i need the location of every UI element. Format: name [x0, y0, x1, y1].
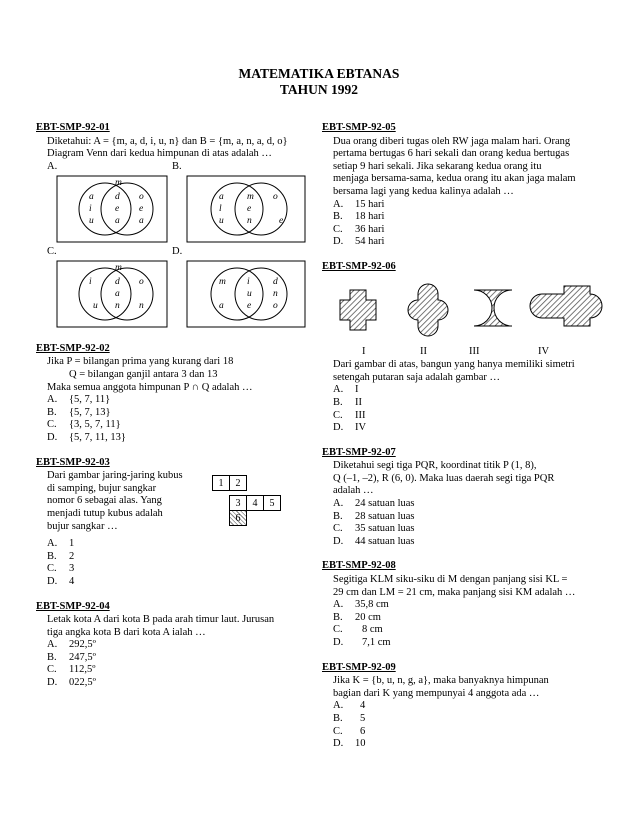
- question-01: [36, 122, 301, 331]
- venn-element: e: [279, 215, 284, 226]
- venn-element: m: [247, 191, 254, 202]
- venn-diagrams-ab: [47, 174, 307, 246]
- answer-option: D. IV: [333, 422, 367, 434]
- question-code: EBT-SMP-92-04: [36, 600, 110, 612]
- question-text: Dari gambar jaring-jaring kubus: [47, 470, 183, 482]
- venn-element: n: [247, 215, 252, 226]
- question-code: EBT-SMP-92-02: [36, 342, 110, 354]
- answer-option: B. 5: [333, 712, 366, 724]
- question-code: EBT-SMP-92-01: [36, 122, 110, 133]
- net-square: 3: [229, 495, 247, 511]
- question-text: menjadi tutup kubus adalah: [47, 507, 163, 519]
- answer-option: A. {5, 7, 11}: [47, 394, 111, 406]
- answer-option: B. 20 cm: [333, 611, 381, 623]
- venn-element: i: [247, 276, 250, 287]
- option-label-a: A.: [47, 160, 58, 172]
- venn-element: e: [247, 203, 252, 214]
- answer-option: D. 7,1 cm: [333, 637, 391, 648]
- answer-option: D. 10: [333, 738, 366, 750]
- question-text: Maka semua anggota himpunan P ∩ Q adalah …: [47, 381, 253, 393]
- answer-option: A. I: [333, 384, 359, 396]
- question-text: Jika K = {b, u, n, g, a}, maka banyaknya himpunan: [333, 675, 549, 687]
- venn-element: a: [115, 215, 120, 226]
- option-label-c: C.: [47, 245, 57, 257]
- shape-iii: [474, 290, 512, 326]
- venn-element: n: [115, 300, 120, 311]
- venn-element: o: [273, 300, 278, 311]
- answer-option: A. 292,5º: [47, 639, 96, 651]
- net-square: 4: [246, 495, 264, 511]
- venn-diagram-c: [57, 261, 167, 327]
- question-04: [36, 601, 301, 690]
- answer-option: B. 18 hari: [333, 211, 385, 223]
- shape-label: I: [362, 346, 366, 358]
- question-09: [322, 662, 612, 751]
- question-text: Letak kota A dari kota B pada arah timur laut. Jurusan: [47, 614, 275, 626]
- venn-element: e: [139, 203, 144, 214]
- answer-option: B. 28 satuan luas: [333, 510, 415, 522]
- question-code: EBT-SMP-92-06: [322, 260, 396, 272]
- answer-option: A. 35,8 cm: [333, 599, 389, 611]
- answer-option: A. 24 satuan luas: [333, 498, 415, 510]
- answer-option: C. 35 satuan luas: [333, 523, 415, 535]
- question-text: setiap 9 hari sekali. Jika sekarang kedua orang itu: [333, 160, 542, 172]
- answer-option: C. 112,5º: [47, 664, 96, 676]
- venn-element: i: [89, 276, 92, 287]
- question-text: pertama bertugas 6 hari sekali dan orang kedua bertugas: [333, 148, 570, 160]
- question-08: [322, 560, 612, 649]
- answer-option: D. 4: [47, 575, 75, 587]
- question-text: bujur sangkar …: [47, 520, 118, 532]
- venn-element: a: [139, 215, 144, 226]
- venn-element: o: [273, 191, 278, 202]
- answer-option: A. 1: [47, 538, 75, 550]
- question-code: EBT-SMP-92-08: [322, 560, 396, 572]
- question-02: [36, 343, 301, 445]
- shape-ii: [408, 284, 448, 336]
- question-text: nomor 6 sebagai alas. Yang: [47, 495, 162, 507]
- answer-option: D. 022,5º: [47, 677, 96, 689]
- venn-element: u: [93, 300, 98, 311]
- question-text: Q (–1, –2), R (6, 0). Maka luas daerah segi tiga PQR: [333, 472, 555, 484]
- venn-element: e: [247, 300, 252, 311]
- venn-element: d: [115, 276, 120, 287]
- question-text: menjaga bersama-sama, kedua orang itu akan jaga malam: [333, 173, 576, 185]
- venn-element: m: [115, 177, 122, 188]
- venn-diagram-a: [57, 176, 167, 242]
- venn-element: l: [219, 203, 222, 214]
- answer-option: B. 2: [47, 550, 75, 562]
- venn-element: n: [273, 288, 278, 299]
- page-subtitle: TAHUN 1992: [279, 82, 359, 97]
- venn-element: n: [139, 300, 144, 311]
- shape-i: [340, 290, 376, 330]
- answer-option: A. 4: [333, 700, 366, 712]
- question-code: EBT-SMP-92-07: [322, 446, 396, 458]
- answer-option: B. 247,5º: [47, 651, 96, 663]
- question-text: Dua orang diberi tugas oleh RW jaga malam hari. Orang: [333, 135, 571, 147]
- question-text: Dari gambar di atas, bangun yang hanya memiliki simetri: [333, 359, 575, 371]
- option-label-d: D.: [172, 245, 183, 257]
- answer-option: C. 8 cm: [333, 624, 383, 636]
- venn-element: m: [219, 276, 226, 287]
- venn-element: u: [219, 215, 224, 226]
- answer-option: C. 36 hari: [333, 223, 385, 235]
- venn-diagram-d: [187, 261, 305, 327]
- left-column: [36, 122, 301, 702]
- question-text: Diketahui segi tiga PQR, koordinat titik P (1, 8),: [333, 460, 537, 472]
- venn-element: i: [89, 203, 92, 214]
- venn-element: o: [139, 276, 144, 287]
- venn-element: d: [115, 191, 120, 202]
- question-text: Diketahui: A = {m, a, d, i, u, n} dan B = {m, a, n, a, d, o}: [47, 135, 288, 147]
- net-square-base: 6: [229, 510, 247, 526]
- question-text: setengah putaran saja adalah gambar …: [333, 371, 501, 383]
- question-text: Jika P = bilangan prima yang kurang dari 18: [47, 356, 234, 368]
- question-06: [322, 261, 612, 435]
- question-text: bagian dari K yang mempunyai 4 anggota ada …: [333, 687, 540, 699]
- shape-iv: [530, 286, 602, 326]
- option-label-b: B.: [172, 160, 182, 172]
- shape-label: II: [420, 346, 427, 358]
- question-05: [322, 122, 612, 249]
- venn-element: u: [247, 288, 252, 299]
- venn-element: m: [115, 262, 122, 273]
- venn-diagrams-cd: [47, 259, 307, 331]
- answer-option: B. {5, 7, 13}: [47, 406, 111, 418]
- question-text: 29 cm dan LM = 21 cm, maka panjang sisi KM adalah …: [333, 586, 576, 598]
- venn-element: o: [139, 191, 144, 202]
- right-column: [322, 122, 612, 763]
- net-square: 2: [229, 475, 247, 491]
- answer-option: C. {3, 5, 7, 11}: [47, 419, 121, 431]
- question-code: EBT-SMP-92-03: [36, 456, 110, 468]
- question-code: EBT-SMP-92-09: [322, 661, 396, 673]
- answer-option: D. 44 satuan luas: [333, 535, 415, 547]
- venn-element: a: [89, 191, 94, 202]
- shape-label: IV: [538, 346, 550, 358]
- venn-element: a: [115, 288, 120, 299]
- venn-element: a: [219, 191, 224, 202]
- question-code: EBT-SMP-92-05: [322, 122, 396, 133]
- question-text: Segitiga KLM siku-siku di M dengan panjang sisi KL =: [333, 574, 568, 586]
- answer-option: A. 15 hari: [333, 198, 385, 210]
- venn-element: e: [115, 203, 120, 214]
- net-square: 5: [263, 495, 281, 511]
- answer-option: B. II: [333, 396, 362, 408]
- question-text: bersama lagi yang kedua kalinya adalah …: [333, 185, 514, 197]
- symmetry-shapes: [322, 278, 612, 342]
- venn-diagram-b: [187, 176, 305, 242]
- question-text: di samping, bujur sangkar: [47, 482, 157, 494]
- venn-element: a: [219, 300, 224, 311]
- answer-option: C. 3: [47, 563, 75, 575]
- answer-option: C. III: [333, 409, 366, 421]
- answer-option: D. {5, 7, 11, 13}: [47, 431, 126, 443]
- question-text: adalah …: [333, 485, 374, 497]
- venn-element: u: [89, 215, 94, 226]
- question-text: tiga angka kota B dari kota A ialah …: [47, 626, 206, 638]
- question-07: [322, 447, 612, 549]
- question-text: Q = bilangan ganjil antara 3 dan 13: [69, 368, 218, 380]
- page-title: MATEMATIKA EBTANAS: [238, 66, 400, 81]
- question-text: Diagram Venn dari kedua himpunan di atas adalah …: [47, 148, 272, 160]
- shape-label: III: [469, 346, 480, 358]
- net-square: 1: [212, 475, 230, 491]
- venn-element: d: [273, 276, 278, 287]
- answer-option: C. 6: [333, 725, 366, 737]
- answer-option: D. 54 hari: [333, 236, 385, 248]
- question-03: [36, 457, 301, 589]
